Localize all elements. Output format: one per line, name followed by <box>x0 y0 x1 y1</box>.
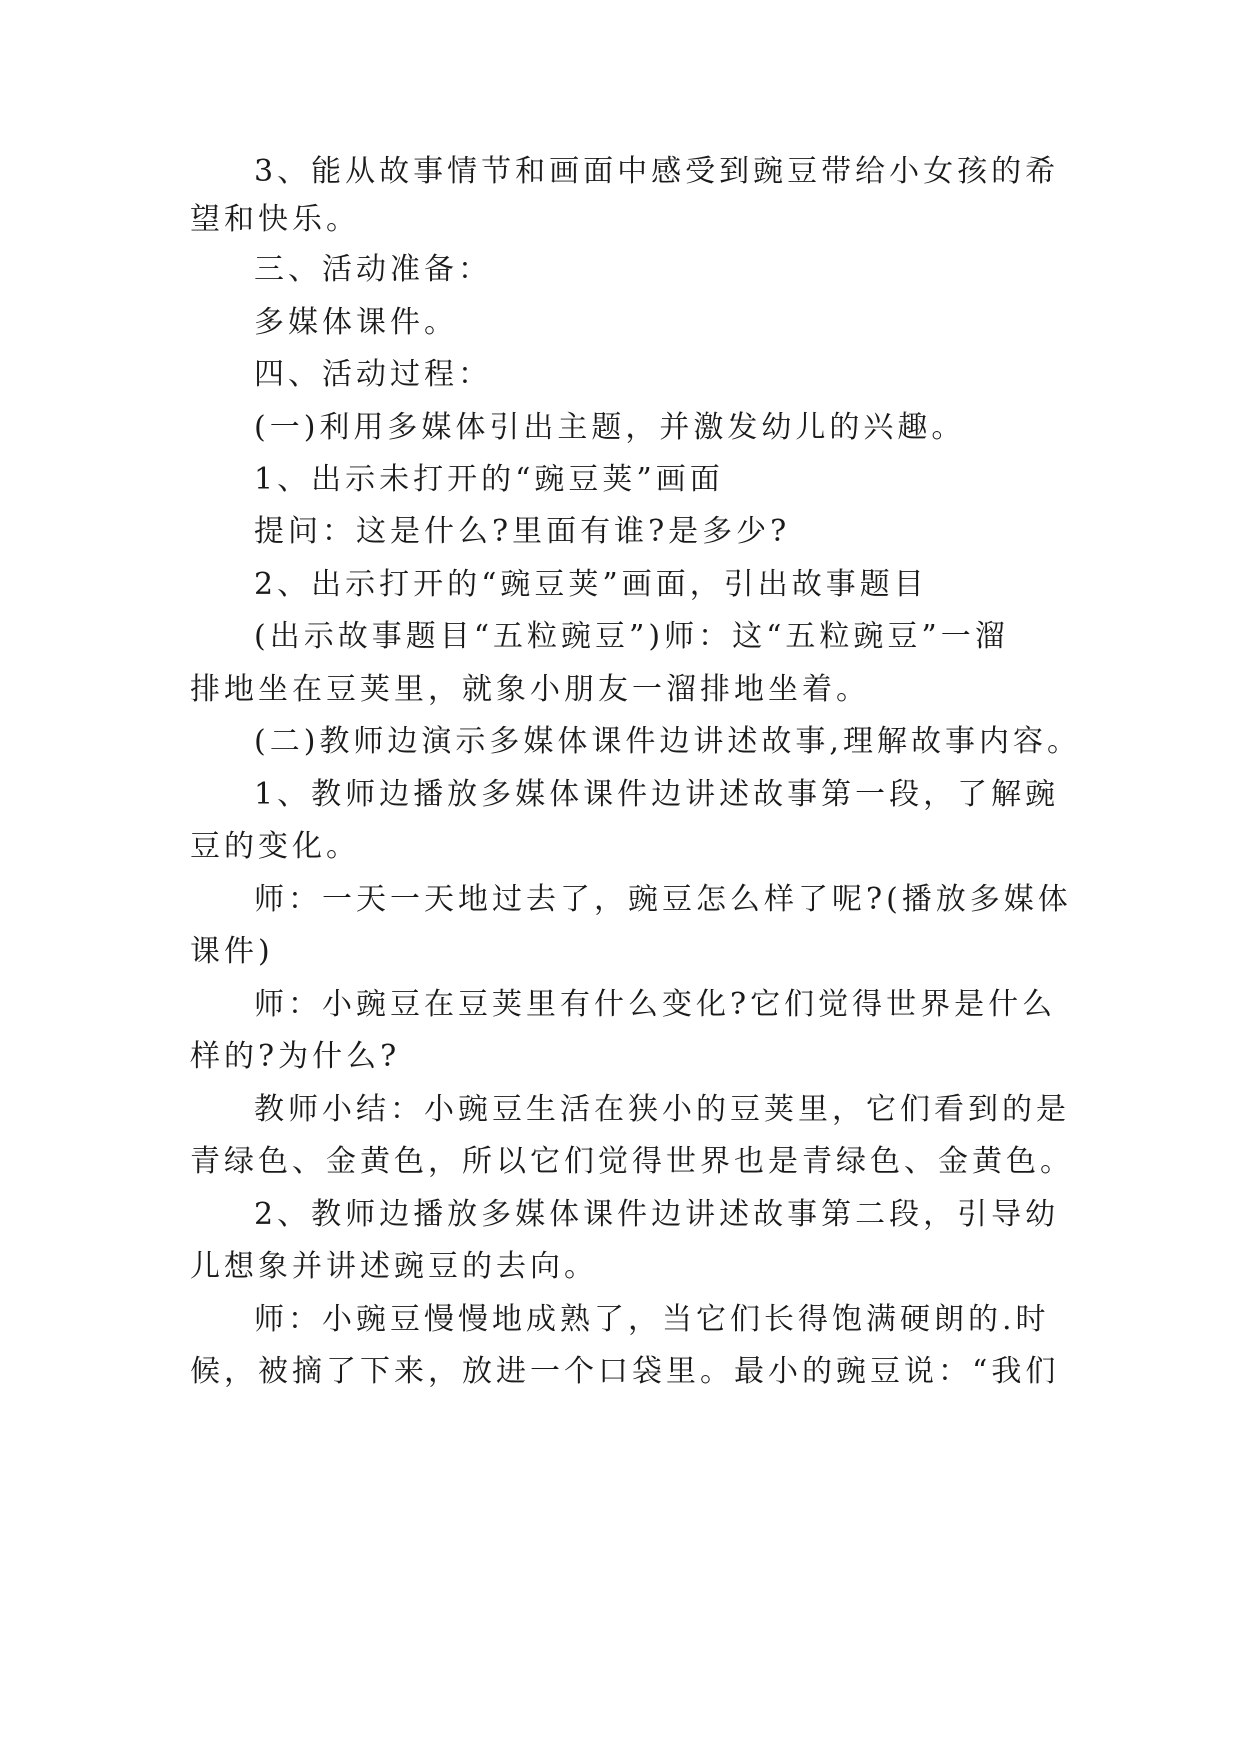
text-line: 2、出示打开的“豌豆荚”画面，引出故事题目 <box>254 567 928 602</box>
text-line: 候，被摘了下来，放进一个口袋里。最小的豌豆说：“我们 <box>190 1354 1060 1389</box>
text-line: 1、出示未打开的“豌豆荚”画面 <box>254 462 724 497</box>
text-line: 样的?为什么? <box>190 1039 401 1074</box>
text-line: 儿想象并讲述豌豆的去向。 <box>190 1249 598 1284</box>
text-line: (二)教师边演示多媒体课件边讲述故事,理解故事内容。 <box>254 724 1081 759</box>
text-line: 教师小结：小豌豆生活在狭小的豆荚里，它们看到的是 <box>254 1092 1070 1127</box>
text-line: 3、能从故事情节和画面中感受到豌豆带给小女孩的希 <box>254 154 1060 189</box>
text-line: 1、教师边播放多媒体课件边讲述故事第一段，了解豌 <box>254 777 1060 812</box>
text-line: 师：小豌豆在豆荚里有什么变化?它们觉得世界是什么 <box>254 987 1057 1022</box>
text-line: 望和快乐。 <box>190 202 360 237</box>
text-line: 豆的变化。 <box>190 829 360 864</box>
section-heading: 三、活动准备： <box>254 252 492 287</box>
text-line: (出示故事题目“五粒豌豆”)师：这“五粒豌豆”一溜 <box>254 619 1009 654</box>
text-line: (一)利用多媒体引出主题，并激发幼儿的兴趣。 <box>254 410 966 445</box>
section-heading: 四、活动过程： <box>254 357 492 392</box>
text-line: 师：小豌豆慢慢地成熟了，当它们长得饱满硬朗的.时 <box>254 1302 1050 1337</box>
text-line: 多媒体课件。 <box>254 305 458 340</box>
text-line: 课件) <box>190 934 274 969</box>
text-line: 师：一天一天地过去了，豌豆怎么样了呢?(播放多媒体 <box>254 882 1072 917</box>
text-line: 排地坐在豆荚里，就象小朋友一溜排地坐着。 <box>190 672 870 707</box>
text-line: 提问：这是什么?里面有谁?是多少? <box>254 514 791 549</box>
text-line: 2、教师边播放多媒体课件边讲述故事第二段，引导幼 <box>254 1197 1060 1232</box>
text-line: 青绿色、金黄色，所以它们觉得世界也是青绿色、金黄色。 <box>190 1144 1074 1179</box>
